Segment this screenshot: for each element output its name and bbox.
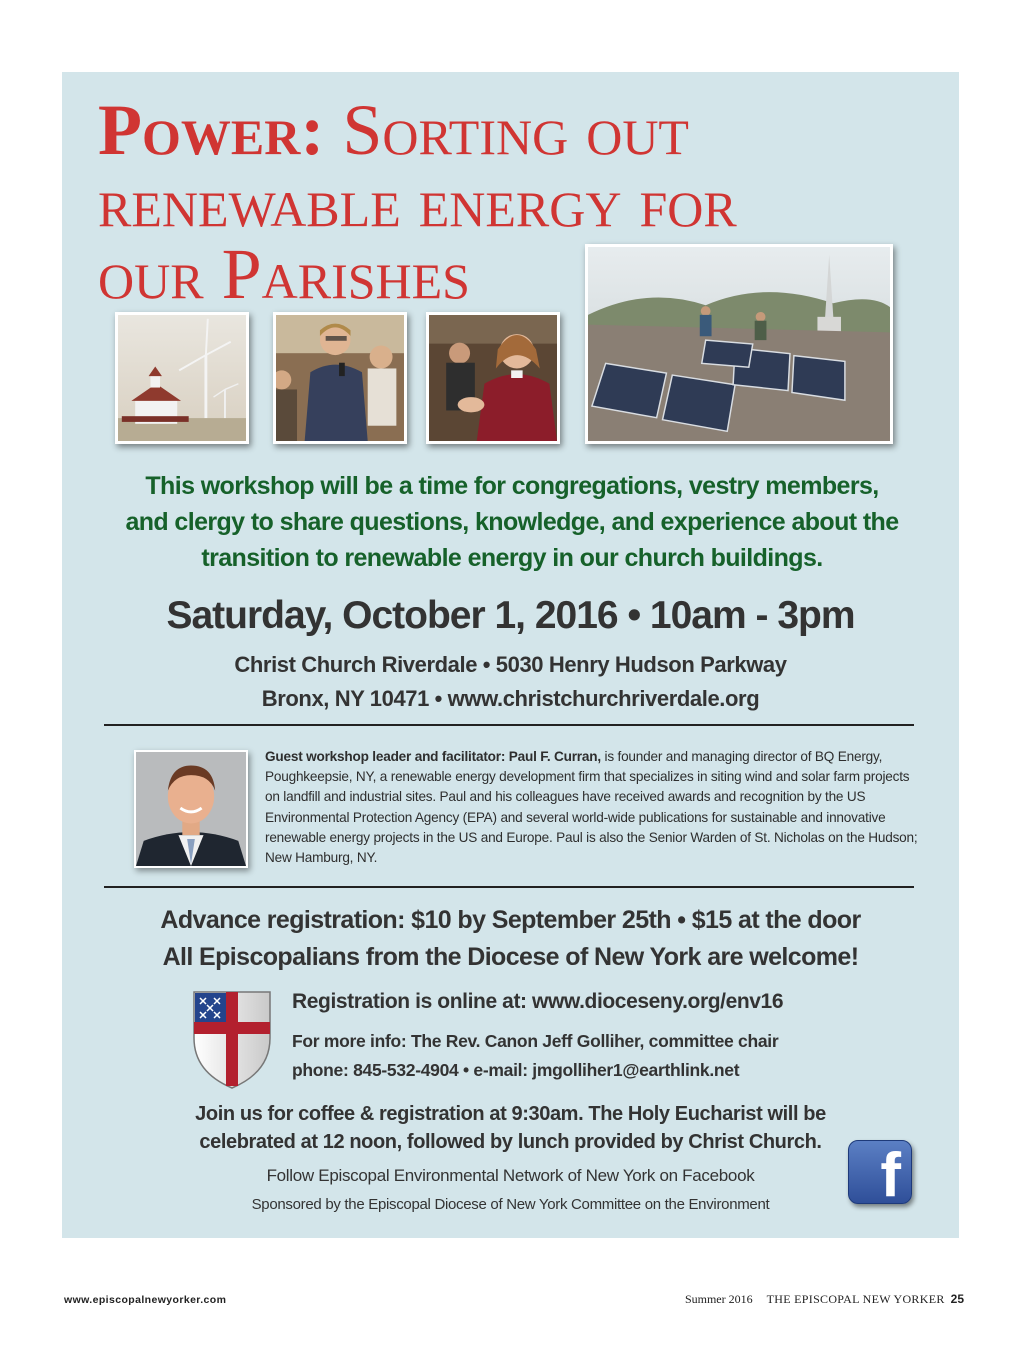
venue-line-2: Bronx, NY 10471 • www.christchurchriverdale.org [261,686,760,711]
contact-phone-email[interactable]: phone: 845-532-4904 • e-mail: jmgolliher1@earthlink.net [292,1060,740,1080]
facebook-icon[interactable] [848,1140,912,1210]
footer-website[interactable]: www.episcopalnewyorker.com [64,1294,227,1306]
sponsor-text: Sponsored by the Episcopal Diocese of New York Committee on the Environment [251,1196,770,1213]
title-line3: our Parishes [98,234,470,314]
event-venue [62,648,959,716]
intro-line-1: This workshop will be a time for congregations, vestry members, [145,472,879,500]
schedule-note [62,1100,959,1156]
paul-curran-portrait [134,750,248,868]
speaker-photo-1 [273,312,407,444]
footer-issue: Summer 2016 [684,1292,753,1306]
facebook-glyph: f [880,1141,901,1210]
welcome-text: All Episcopalians from the Diocese of New York are welcome! [162,943,859,971]
flyer [62,72,959,1238]
title-line2: renewable energy for [98,162,737,242]
wind-turbine-church-photo [115,312,249,444]
divider [104,724,914,726]
venue-line-1: Christ Church Riverdale • 5030 Henry Hudson Parkway [234,652,787,677]
event-date: Saturday, October 1, 2016 • 10am - 3pm [166,594,855,637]
page-number: 25 [950,1292,964,1306]
footer-issue-info [685,1292,964,1307]
contact-name: For more info: The Rev. Canon Jeff Golliher, committee chair [292,1031,779,1051]
intro-line-2: and clergy to share questions, knowledge, and experience about the [125,508,899,536]
speaker-photo-2 [426,312,560,444]
bio-text: is founder and managing director of BQ Energy, Poughkeepsie, NY, a renewable energy development firm that specializes in siting wind and solar farm projects on landfill and industrial sites. Paul and his colleagues have received awards and recognition by the US Environmental Protection Agency (EPA) and several world-wide publications for sustainable and innovative renewable energy projects in the US and Europe. Paul is also the Senior Warden of St. Nicholas on the Hudson; New Hamburg, NY. [265,749,918,866]
workshop-description [102,468,922,576]
join-line-2: celebrated at 12 noon, followed by lunch provided by Christ Church. [199,1131,822,1153]
footer-publication: THE EPISCOPAL NEW YORKER [766,1292,945,1306]
intro-line-3: transition to renewable energy in our church buildings. [201,544,823,572]
divider [104,886,914,888]
title-line1-rest: Sorting out [324,90,689,170]
solar-roof-photo [585,244,893,444]
bio-lead: Guest workshop leader and facilitator: Paul F. Curran, [265,749,601,764]
episcopal-shield-icon [190,988,274,1092]
facilitator-bio [265,747,925,868]
contact-info [292,1027,778,1085]
registration-url[interactable]: Registration is online at: www.dioceseny.org/env16 [292,990,784,1013]
registration-fees: Advance registration: $10 by September 25th • $15 at the door [160,906,861,934]
registration-info [62,902,959,976]
join-line-1: Join us for coffee & registration at 9:30am. The Holy Eucharist will be [195,1103,826,1125]
facebook-follow-text: Follow Episcopal Environmental Network of New York on Facebook [266,1166,755,1185]
title-power: Power: [98,90,325,170]
